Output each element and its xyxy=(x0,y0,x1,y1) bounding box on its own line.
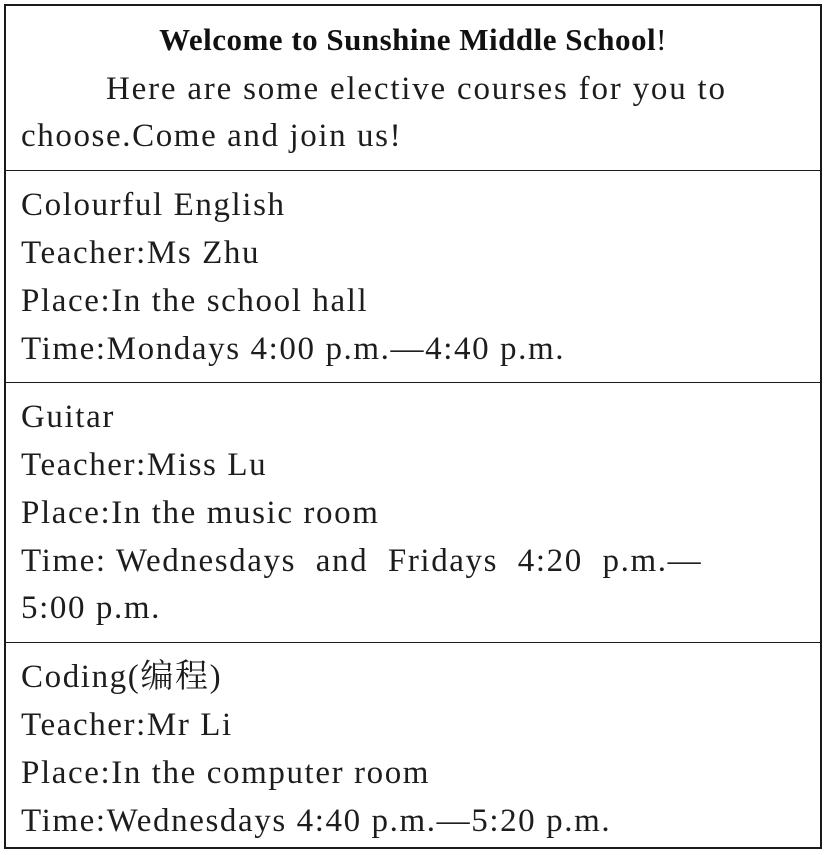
notice-title: Welcome to Sunshine Middle School! xyxy=(159,22,667,57)
course-section-coding xyxy=(6,642,820,852)
course-teacher: Teacher:Mr Li xyxy=(21,707,233,743)
course-time: Time: Wednesdays and Fridays 4:20 p.m.— xyxy=(21,543,703,579)
intro-text-line-1: Here are some elective courses for you to xyxy=(106,71,727,107)
intro-section xyxy=(6,6,820,170)
course-notice-table xyxy=(4,4,822,849)
course-teacher: Teacher:Ms Zhu xyxy=(21,235,261,271)
course-name: Colourful English xyxy=(21,187,286,223)
course-time: Time:Wednesdays 4:40 p.m.—5:20 p.m. xyxy=(21,803,612,839)
course-time: Time:Mondays 4:00 p.m.—4:40 p.m. xyxy=(21,331,566,367)
course-section-english xyxy=(6,170,820,383)
course-name: Guitar xyxy=(21,399,115,435)
course-section-guitar xyxy=(6,382,820,643)
intro-text-line-2: choose.Come and join us! xyxy=(21,118,403,154)
course-teacher: Teacher:Miss Lu xyxy=(21,447,268,483)
course-place: Place:In the music room xyxy=(21,495,380,531)
course-name: Coding(编程) xyxy=(21,659,223,695)
course-time-continued: 5:00 p.m. xyxy=(21,590,161,626)
course-place: Place:In the school hall xyxy=(21,283,369,319)
course-place: Place:In the computer room xyxy=(21,755,431,791)
